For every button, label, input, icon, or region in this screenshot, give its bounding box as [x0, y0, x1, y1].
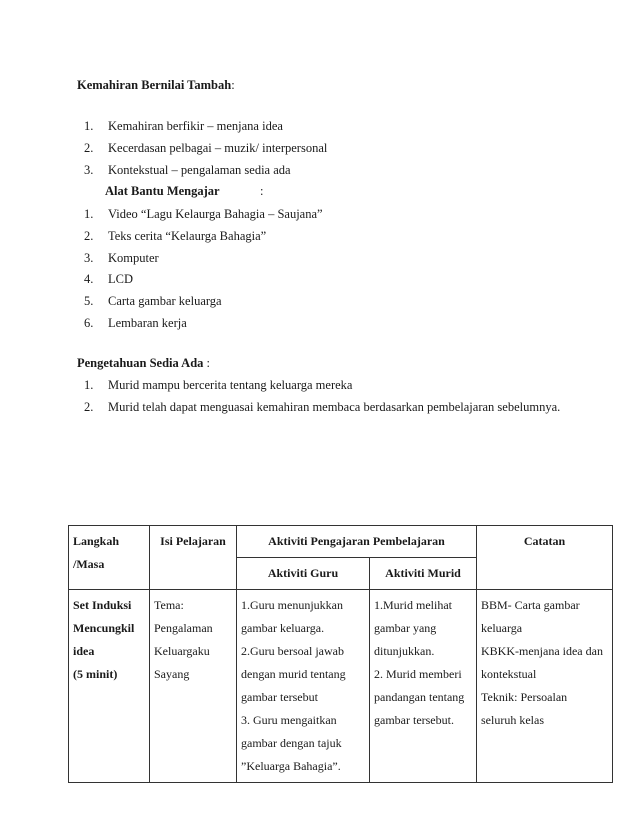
alat-heading: [105, 184, 264, 199]
item-text: Murid mampu bercerita tentang keluarga mereka: [108, 378, 353, 392]
cell-line: gambar tersebut: [241, 690, 318, 704]
header-catatan: [477, 526, 613, 590]
item-number: 1.: [84, 378, 94, 392]
item-text: Kontekstual – pengalaman sedia ada: [108, 163, 291, 177]
cell-line: Tema:: [154, 598, 184, 612]
item-number: 6.: [84, 316, 94, 330]
item-number: 2.: [84, 141, 94, 155]
header-langkah-line: Langkah: [73, 534, 120, 548]
cell-isi: [150, 590, 237, 783]
alat-colon: :: [260, 184, 264, 198]
lesson-table: [68, 525, 613, 783]
cell-langkah: [69, 590, 150, 783]
kemahiran-title: Kemahiran Bernilai Tambah: [77, 78, 232, 92]
item-text: Teks cerita “Kelaurga Bahagia”: [108, 229, 267, 243]
cell-line: Keluargaku: [154, 644, 210, 658]
item-number: 1.: [84, 207, 94, 221]
item-text: Murid telah dapat menguasai kemahiran membaca berdasarkan pembelajaran sebelumnya.: [108, 400, 561, 414]
cell-line: kontekstual: [481, 667, 537, 681]
header-guru-text: Aktiviti Guru: [267, 566, 339, 580]
pengetahuan-heading: [77, 356, 210, 371]
cell-line: gambar dengan tajuk: [241, 736, 342, 750]
table-row: [69, 590, 613, 783]
header-isi-text: Isi Pelajaran: [160, 534, 226, 548]
item-number: 3.: [84, 163, 94, 177]
cell-line: Sayang: [154, 667, 190, 681]
item-text: Kemahiran berfikir – menjana idea: [108, 119, 283, 133]
header-murid: [370, 558, 477, 590]
item-text: Carta gambar keluarga: [108, 294, 222, 308]
header-guru: [237, 558, 370, 590]
item-text: LCD: [108, 272, 133, 286]
cell-line: idea: [73, 644, 95, 658]
cell-line: gambar keluarga.: [241, 621, 325, 635]
cell-line: ”Keluarga Bahagia”.: [241, 759, 341, 773]
cell-line: KBKK-menjana idea dan: [481, 644, 603, 658]
pengetahuan-title: Pengetahuan Sedia Ada: [77, 356, 204, 370]
cell-line: 2.Guru bersoal jawab: [241, 644, 344, 658]
cell-line: (5 minit): [73, 667, 118, 681]
header-murid-text: Aktiviti Murid: [385, 566, 461, 580]
item-text: Kecerdasan pelbagai – muzik/ interpersonal: [108, 141, 328, 155]
cell-murid: [370, 590, 477, 783]
header-aktiviti: [237, 526, 477, 558]
cell-line: seluruh kelas: [481, 713, 544, 727]
cell-guru: [237, 590, 370, 783]
item-number: 3.: [84, 251, 94, 265]
cell-line: BBM- Carta gambar: [481, 598, 580, 612]
cell-line: Teknik: Persoalan: [481, 690, 568, 704]
item-text: Video “Lagu Kelaurga Bahagia – Saujana”: [108, 207, 323, 221]
item-number: 2.: [84, 229, 94, 243]
item-number: 2.: [84, 400, 94, 414]
pengetahuan-colon: :: [206, 356, 211, 370]
cell-line: 1.Murid melihat: [374, 598, 452, 612]
header-isi: [150, 526, 237, 590]
kemahiran-colon: :: [231, 78, 235, 92]
item-number: 1.: [84, 119, 94, 133]
cell-line: Pengalaman: [154, 621, 213, 635]
cell-line: Mencungkil: [73, 621, 135, 635]
header-langkah: [69, 526, 150, 590]
kemahiran-heading: [77, 78, 235, 93]
item-text: Lembaran kerja: [108, 316, 187, 330]
cell-line: pandangan tentang: [374, 690, 465, 704]
header-aktiviti-text: Aktiviti Pengajaran Pembelajaran: [268, 534, 445, 548]
cell-line: keluarga: [481, 621, 523, 635]
item-number: 4.: [84, 272, 94, 286]
cell-line: ditunjukkan.: [374, 644, 435, 658]
header-catatan-text: Catatan: [523, 534, 566, 548]
cell-line: gambar tersebut.: [374, 713, 454, 727]
header-langkah-line: /Masa: [73, 557, 105, 571]
cell-catatan: [477, 590, 613, 783]
cell-line: 3. Guru mengaitkan: [241, 713, 337, 727]
alat-title: Alat Bantu Mengajar: [105, 184, 220, 198]
cell-line: 2. Murid memberi: [374, 667, 462, 681]
item-text: Komputer: [108, 251, 159, 265]
cell-line: gambar yang: [374, 621, 437, 635]
item-number: 5.: [84, 294, 94, 308]
cell-line: dengan murid tentang: [241, 667, 346, 681]
cell-line: Set Induksi: [73, 598, 132, 612]
cell-line: 1.Guru menunjukkan: [241, 598, 343, 612]
